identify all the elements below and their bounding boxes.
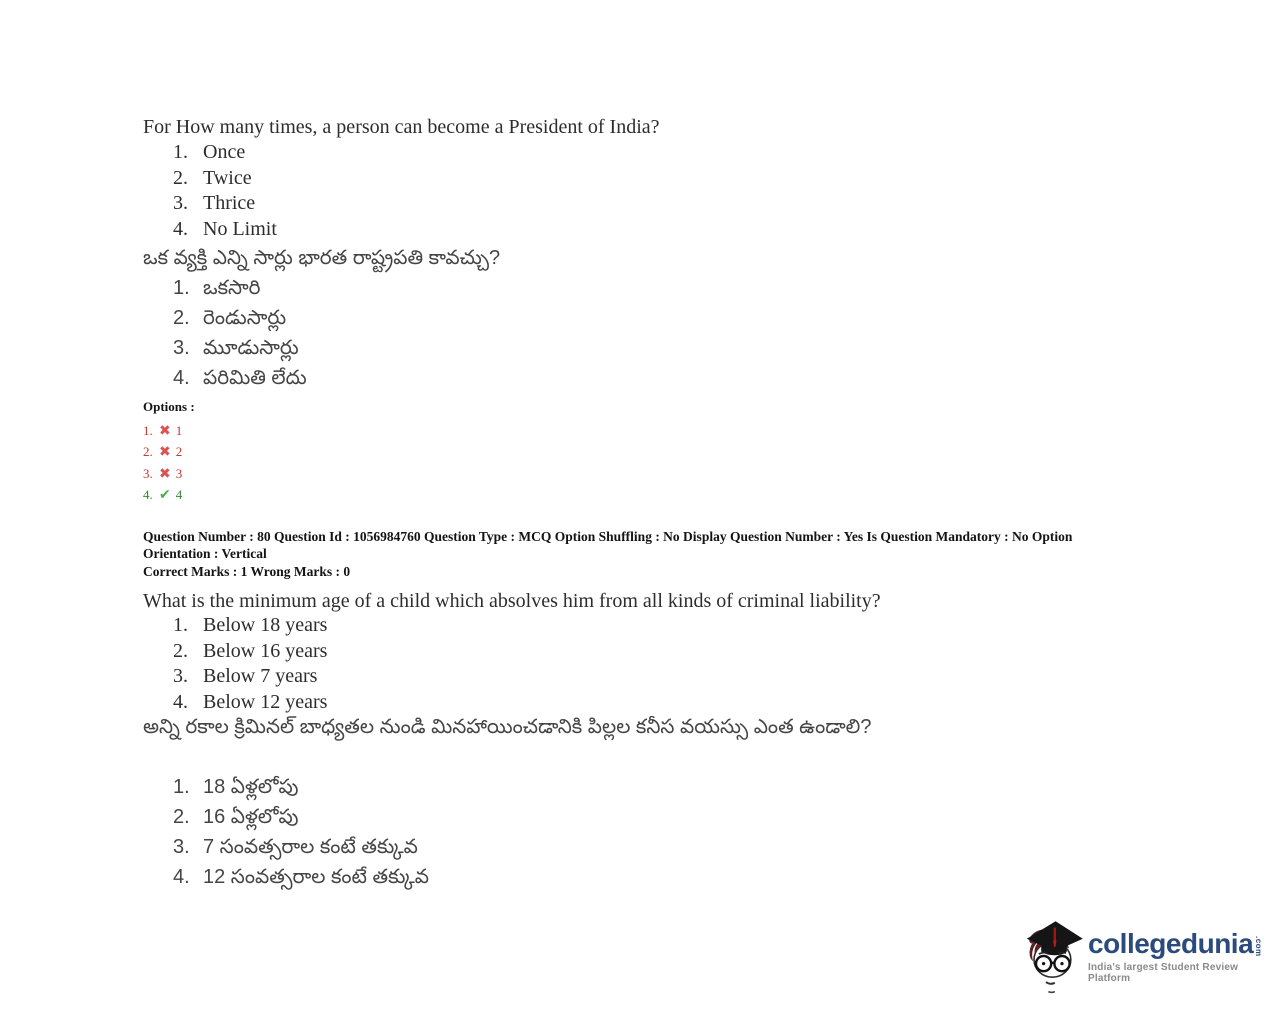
question-text-telugu: అన్ని రకాల క్రిమినల్ బాధ్యతల నుండి మినహాయించడానికి పిల్లల కనీస వయస్సు ఎంత ఉండాలి? [143, 716, 872, 738]
question-text-telugu: ఒక వ్యక్తి ఎన్ని సార్లు భారత రాష్ట్రపతి కావచ్చు? [143, 247, 501, 269]
option-row [173, 337, 307, 367]
option-number: 4. [173, 690, 188, 713]
option-result-value: 1 [175, 422, 183, 438]
option-row [173, 806, 429, 836]
option-number: 3. [173, 836, 190, 858]
option-label: 7 సంవత్సరాల కంటే తక్కువ [203, 836, 418, 858]
option-result-number: 2. [143, 444, 153, 460]
option-number: 2. [173, 307, 190, 329]
cross-icon: ✖ [159, 422, 171, 439]
option-label: Below 7 years [203, 665, 318, 687]
option-number: 3. [173, 192, 188, 214]
option-label: 12 సంవత్సరాల కంటే తక్కువ [203, 866, 430, 888]
option-label: 18 ఏళ్లలోపు [203, 776, 299, 798]
option-label: 16 ఏళ్లలోపు [203, 806, 299, 828]
option-result-row [143, 420, 195, 442]
option-row [173, 192, 277, 218]
question-metadata-line2: Orientation : Vertical [143, 545, 267, 561]
brand-tagline: India's largest Student Review Platform [1088, 962, 1239, 984]
option-result-row [143, 485, 195, 507]
option-number: 4. [173, 217, 188, 240]
option-row [173, 776, 429, 806]
question-options-telugu [173, 776, 429, 896]
option-row [173, 640, 327, 666]
question-options-english [173, 614, 327, 716]
option-row [173, 367, 307, 397]
option-label: మూడుసార్లు [203, 337, 299, 359]
option-number: 2. [173, 166, 188, 189]
option-result-number: 1. [143, 422, 153, 438]
option-number: 4. [173, 866, 190, 888]
options-answer-key [143, 399, 195, 506]
option-label: Below 18 years [203, 614, 328, 636]
option-result-row [143, 463, 195, 485]
option-row [173, 836, 429, 866]
option-row [173, 141, 277, 167]
question-options-english [173, 141, 277, 243]
cross-icon: ✖ [159, 465, 171, 482]
option-number: 2. [173, 639, 188, 662]
option-row [173, 277, 307, 307]
option-row [173, 665, 327, 691]
option-row [173, 307, 307, 337]
option-result-value: 4 [175, 487, 183, 503]
option-number: 2. [173, 806, 190, 828]
option-row [173, 167, 277, 193]
option-label: రెండుసార్లు [203, 307, 287, 329]
cross-icon: ✖ [159, 444, 171, 461]
option-result-value: 2 [175, 444, 183, 460]
option-number: 1. [173, 141, 188, 163]
option-row [173, 866, 429, 896]
option-number: 1. [173, 614, 188, 636]
option-number: 4. [173, 367, 190, 389]
brand-tld: .com [1254, 936, 1264, 957]
question-metadata-line1: Question Number : 80 Question Id : 1056984760 Question Type : MCQ Option Shuffling : No Display Question Number : Yes Is Question Mandatory : No Option [143, 529, 1073, 544]
brand-logo [1022, 912, 1262, 1007]
option-row [173, 614, 327, 640]
option-label: Below 12 years [203, 690, 328, 713]
option-row [173, 218, 277, 244]
options-label: Options : [143, 399, 195, 414]
brand-text-block [1088, 912, 1263, 984]
option-result-number: 3. [143, 465, 153, 481]
question-metadata [143, 529, 1143, 562]
option-label: No Limit [203, 217, 277, 240]
option-label: ఒకసారి [203, 277, 261, 299]
check-icon: ✔ [159, 487, 171, 504]
option-number: 3. [173, 665, 188, 687]
question-options-telugu [173, 277, 307, 397]
option-number: 1. [173, 776, 190, 798]
option-number: 1. [173, 277, 190, 299]
option-label: Below 16 years [203, 639, 328, 662]
brand-name: collegedunia [1088, 928, 1254, 959]
option-label: Thrice [203, 192, 256, 214]
option-label: Once [203, 141, 246, 163]
option-result-number: 4. [143, 487, 153, 503]
question-text-english: For How many times, a person can become a President of India? [143, 116, 660, 138]
question-text-english: What is the minimum age of a child which absolves him from all kinds of criminal liability? [143, 590, 881, 612]
option-label: పరిమితి లేదు [203, 367, 307, 389]
option-number: 3. [173, 337, 190, 359]
option-result-row [143, 442, 195, 464]
question-marks-info: Correct Marks : 1 Wrong Marks : 0 [143, 564, 351, 579]
student-mascot-icon [1022, 916, 1086, 1000]
option-result-value: 3 [175, 465, 183, 481]
option-label: Twice [203, 166, 252, 189]
